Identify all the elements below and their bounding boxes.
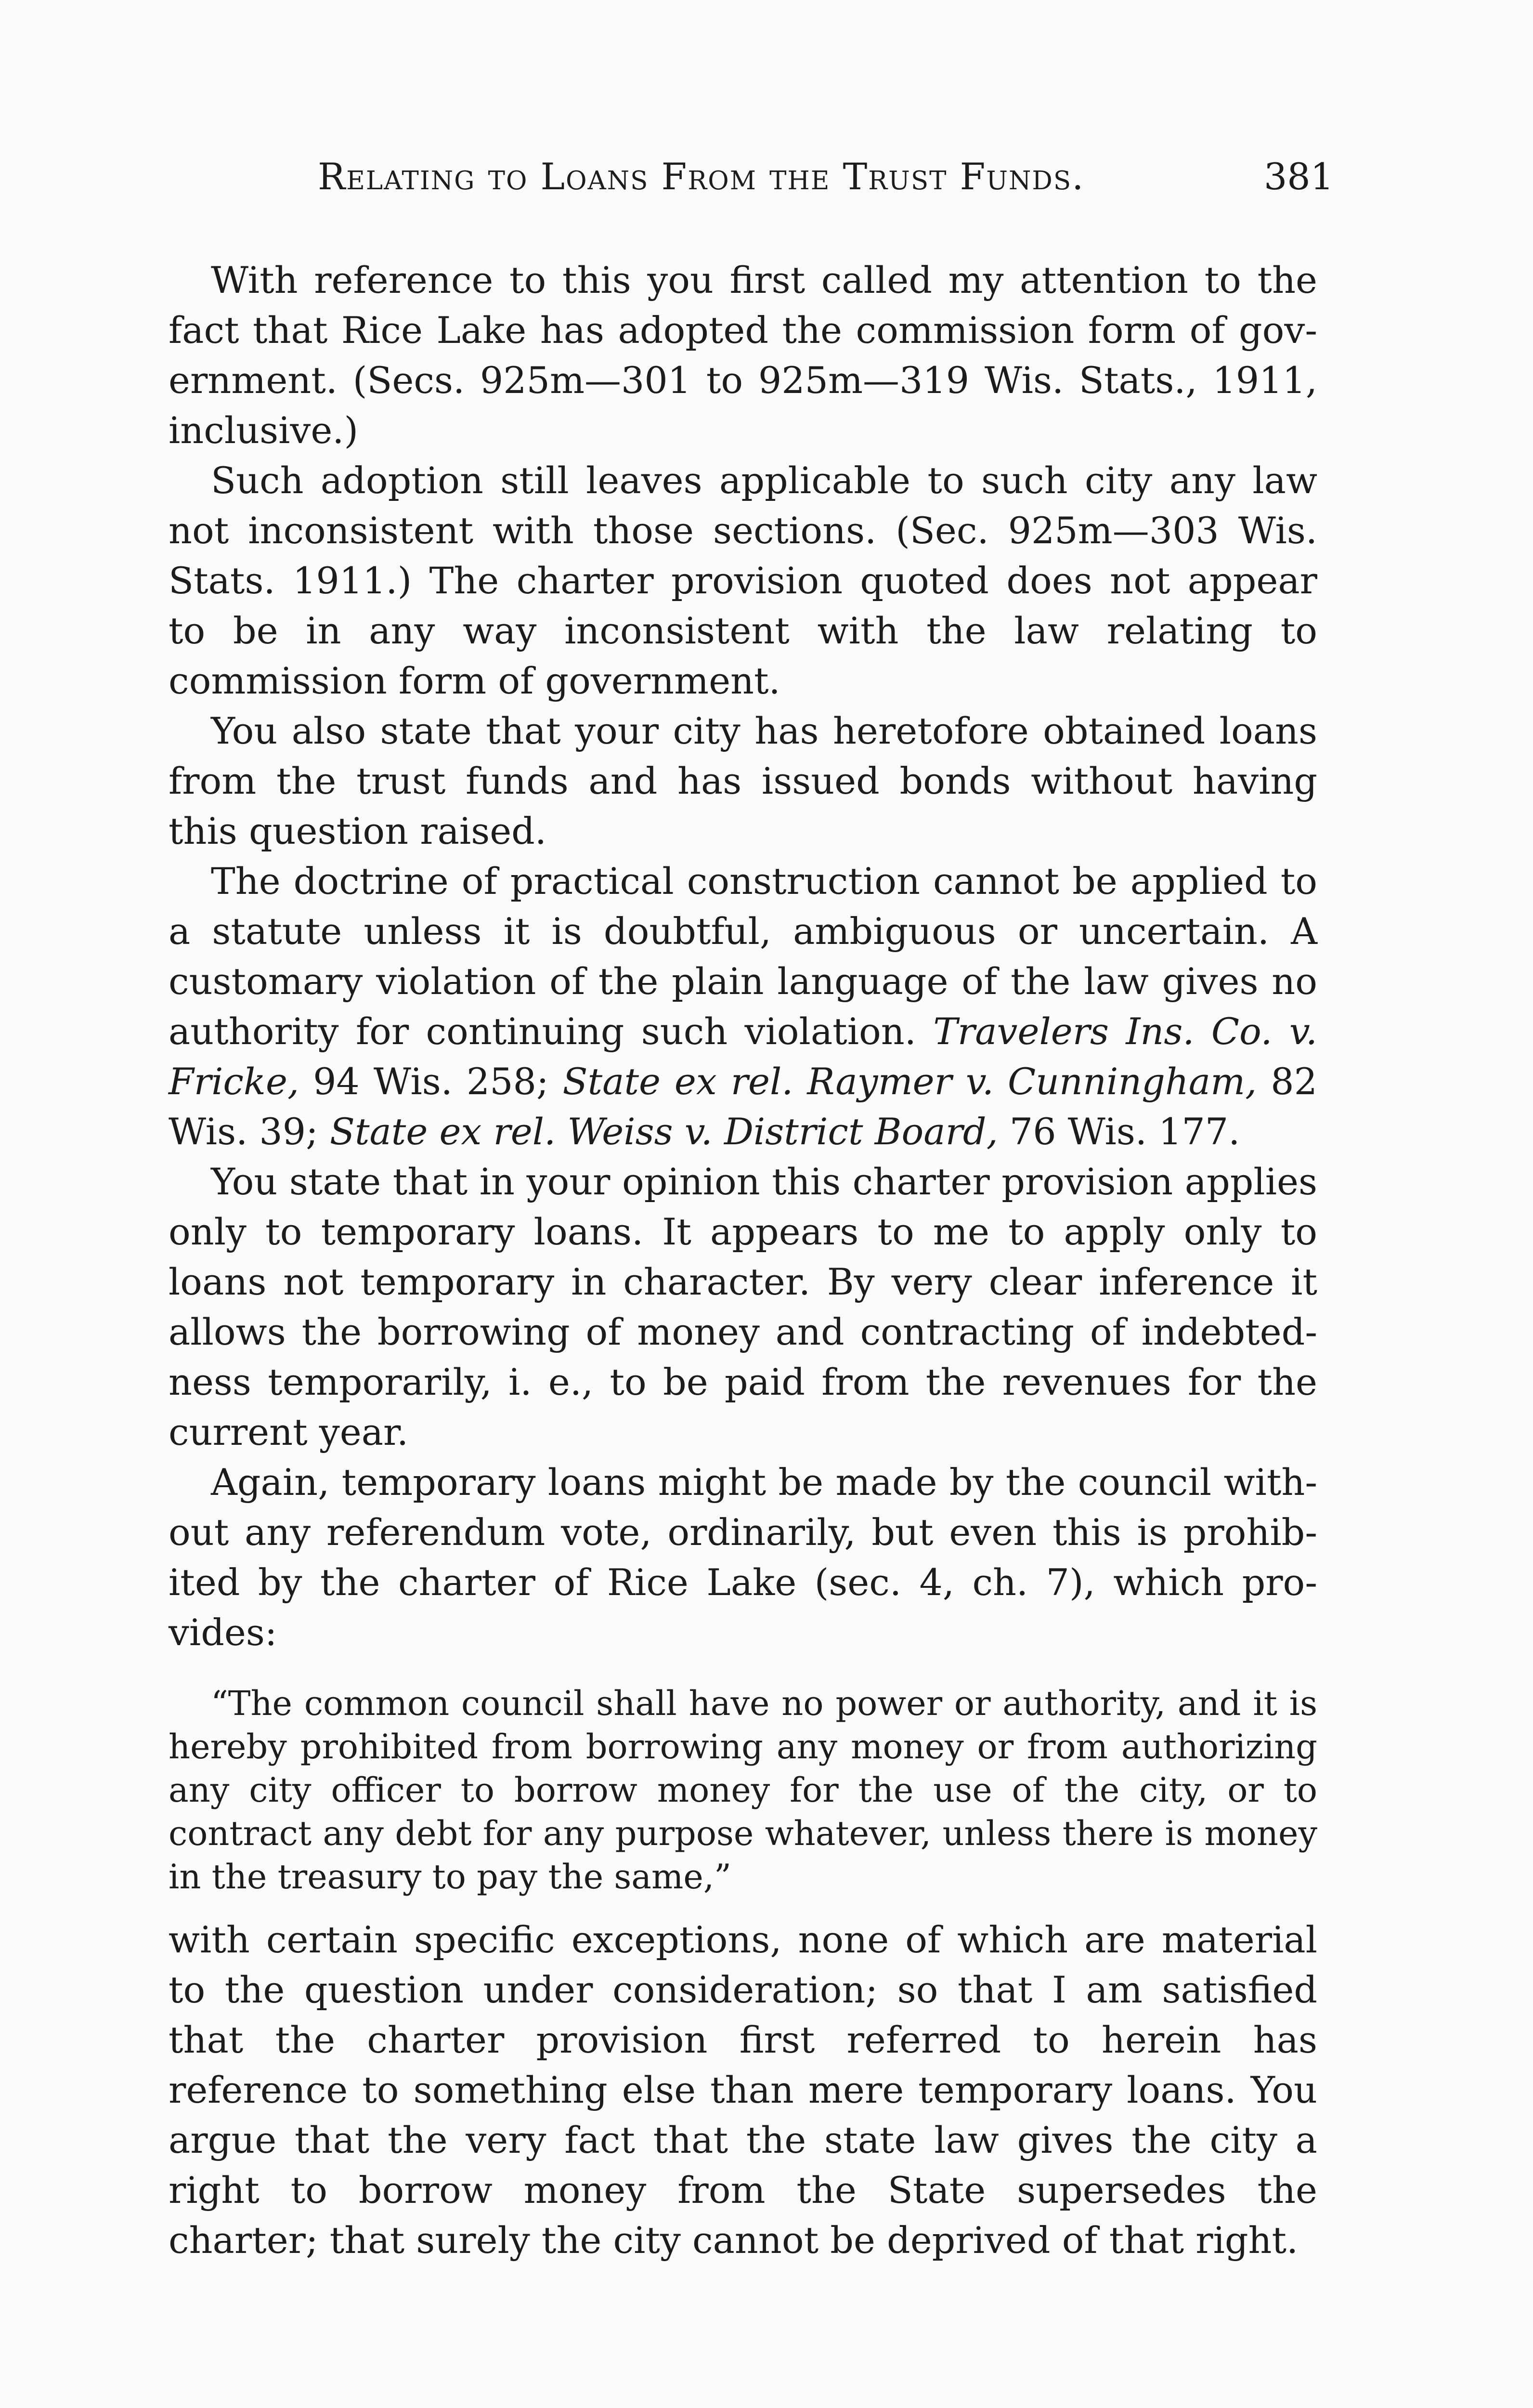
case-citation: State ex rel. Weiss v. District Board, <box>329 1110 998 1153</box>
charter-quotation: “The common council shall have no power or authority, and it is hereby prohibited from borrowing any money or from authorizing any city officer to borrow money for the use of the city, or to contract any debt for any purpose whatever, unless there is money in the treasury to pay the same,” <box>169 1684 1317 1897</box>
case-citation: Travelers Ins. Co. v. Fricke, <box>169 1010 1317 1103</box>
page-number: 381 <box>1263 155 1334 198</box>
paragraph-referendum: Again, temporary loans might be made by the council without any referendum vote, ordinarily, but even this is prohibited by the charter of Rice Lake (sec. 4, ch. 7), which provides: <box>169 1461 1317 1654</box>
paragraph-commission-form: With reference to this you first called my attention to the fact that Rice Lake has adopted the commission form of government. (Secs. 925m—301 to 925m—319 Wis. Stats., 1911, inclusive.) <box>169 259 1317 452</box>
paragraph-practical-construction: The doctrine of practical construction cannot be applied to a statute unless it is doubtful, ambiguous or uncertain. A customary violation of the plain language of the law gives no authority for continuing such violation. Travelers Ins. Co. v. Fricke, 94 Wis. 258; State ex rel. Raymer v. Cunningham, 82 Wis. 39; State ex rel. Weiss v. District Board, 76 Wis. 177. <box>169 860 1317 1153</box>
paragraph-closing: with certain specific exceptions, none of which are material to the question under consideration; so that I am satisfied that the charter provision first referred to herein has reference to something else than mere temporary loans. You argue that the very fact that the state law gives the city a right to borrow money from the State supersedes the charter; that surely the city cannot be deprived of that right. <box>169 1918 1317 2262</box>
body-text <box>169 255 1317 2265</box>
case-citation: State ex rel. Raymer v. Cunningham, <box>562 1060 1257 1103</box>
page-header <box>289 155 1334 208</box>
running-title: Relating to Loans From the Trust Funds. <box>318 155 1085 198</box>
paragraph-adoption: Such adoption still leaves applicable to such city any law not inconsistent with those sections. (Sec. 925m—303 Wis. Stats. 1911.) The charter provision quoted does not appear to be in any way inconsistent with the law relating to commission form of government. <box>169 459 1317 702</box>
paragraph-temporary-loans: You state that in your opinion this charter provision applies only to temporary loans. It appears to me to apply only to loans not temporary in character. By very clear inference it allows the borrowing of money and contracting of indebtedness temporarily, i. e., to be paid from the revenues for the current year. <box>169 1160 1317 1453</box>
paragraph-prior-loans: You also state that your city has heretofore obtained loans from the trust funds and has issued bonds without having this question raised. <box>169 709 1317 852</box>
